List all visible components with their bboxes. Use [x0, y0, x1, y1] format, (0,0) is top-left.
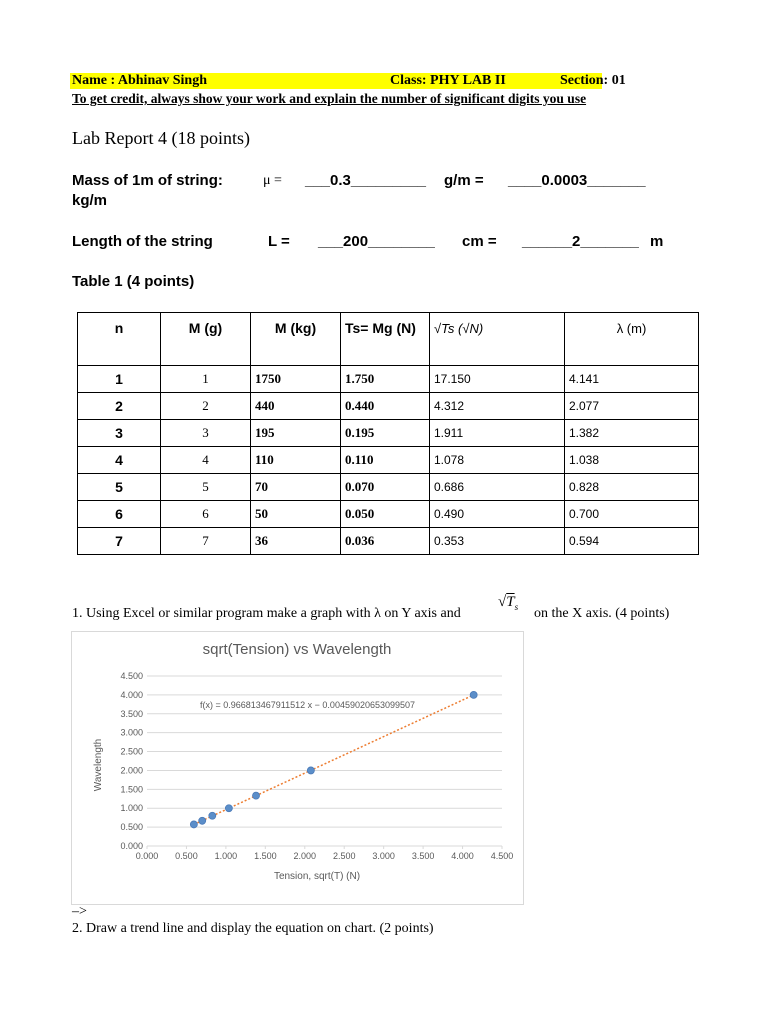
cell-mass-kg: 36	[251, 528, 341, 555]
cell-mass-g: 2	[161, 393, 251, 420]
y-tick-label: 0.500	[120, 822, 143, 833]
y-tick-label: 3.000	[120, 727, 143, 738]
length-label: Length of the string	[72, 233, 213, 250]
header-sqrt-tension: √Ts (√N)	[430, 313, 565, 366]
table-row	[78, 393, 699, 420]
table-row	[78, 366, 699, 393]
mass-value-kgm: ____0.0003_______	[508, 172, 646, 189]
cell-n: 7	[78, 528, 161, 555]
section-label: Section: 01	[560, 73, 626, 88]
y-axis-ticks	[120, 671, 143, 851]
chart-canvas	[72, 632, 523, 904]
question-1-text: 1. Using Excel or similar program make a graph with λ on Y axis and	[72, 606, 461, 621]
mass-value-gm: ___0.3_________	[305, 172, 426, 189]
data-point	[209, 812, 216, 819]
header-bar	[70, 73, 626, 89]
data-point	[225, 805, 232, 812]
y-tick-label: 1.000	[120, 803, 143, 814]
header-n: n	[78, 313, 161, 366]
cell-wavelength: 1.382	[565, 420, 699, 447]
y-tick-label: 2.500	[120, 746, 143, 757]
y-tick-label: 2.000	[120, 765, 143, 776]
chart-title: sqrt(Tension) vs Wavelength	[202, 641, 392, 658]
x-tick-label: 3.000	[372, 851, 395, 861]
cell-wavelength: 1.038	[565, 447, 699, 474]
data-point	[470, 691, 477, 698]
table-row	[78, 528, 699, 555]
length-symbol: L =	[268, 233, 290, 250]
x-tick-label: 3.500	[411, 851, 435, 861]
table-row	[78, 474, 699, 501]
student-name: Name : Abhinav Singh	[72, 73, 207, 88]
data-point	[253, 792, 260, 799]
cell-mass-g: 5	[161, 474, 251, 501]
cell-mass-g: 3	[161, 420, 251, 447]
cell-tension: 0.110	[341, 447, 430, 474]
header-wavelength: λ (m)	[565, 313, 699, 366]
cell-mass-kg: 50	[251, 501, 341, 528]
cell-mass-g: 1	[161, 366, 251, 393]
table-title: Table 1 (4 points)	[72, 273, 195, 290]
question-1-text-end: on the X axis. (4 points)	[534, 606, 670, 621]
mass-unit-kgm: kg/m	[72, 192, 108, 209]
length-value-m: ______2_______	[522, 233, 639, 250]
x-axis-label: Tension, sqrt(T) (N)	[273, 871, 361, 882]
cell-wavelength: 0.700	[565, 501, 699, 528]
cell-n: 2	[78, 393, 161, 420]
length-unit-m: m	[650, 233, 664, 250]
x-tick-label: 0.000	[135, 851, 159, 861]
cell-tension: 0.195	[341, 420, 430, 447]
x-tick-label: 0.500	[175, 851, 198, 861]
x-tick-label: 4.500	[490, 851, 514, 861]
trendline	[194, 695, 474, 825]
length-unit-cm: cm =	[462, 233, 497, 250]
x-axis-ticks	[136, 851, 514, 861]
cell-mass-kg: 440	[251, 393, 341, 420]
x-tick-label: 4.000	[451, 851, 474, 861]
question-2: 2. Draw a trend line and display the equation on chart. (2 points)	[72, 921, 434, 936]
cell-mass-g: 6	[161, 501, 251, 528]
cell-mass-g: 7	[161, 528, 251, 555]
header-mass-kg: M (kg)	[251, 313, 341, 366]
cell-wavelength: 2.077	[565, 393, 699, 420]
page-title: Lab Report 4 (18 points)	[72, 128, 250, 148]
cell-sqrt-tension: 1.078	[430, 447, 565, 474]
cell-tension: 0.050	[341, 501, 430, 528]
data-points	[190, 691, 477, 828]
data-table	[77, 312, 699, 555]
y-tick-label: 4.000	[120, 689, 143, 700]
y-tick-label: 4.500	[120, 671, 143, 681]
data-point	[190, 821, 197, 828]
cell-mass-kg: 195	[251, 420, 341, 447]
cell-mass-kg: 110	[251, 447, 341, 474]
x-tick-label: 2.000	[293, 851, 317, 861]
cell-n: 4	[78, 447, 161, 474]
cell-sqrt-tension: 17.150	[430, 366, 565, 393]
data-point	[199, 817, 206, 824]
cell-sqrt-tension: 0.353	[430, 528, 565, 555]
cell-sqrt-tension: 4.312	[430, 393, 565, 420]
y-tick-label: 1.500	[120, 784, 143, 795]
cell-mass-kg: 1750	[251, 366, 341, 393]
header-tension: Ts= Mg (N)	[341, 313, 430, 366]
class-label: Class: PHY LAB II	[390, 73, 506, 88]
cell-sqrt-tension: 1.911	[430, 420, 565, 447]
cell-mass-g: 4	[161, 447, 251, 474]
arrow-marker: –>	[72, 904, 87, 919]
trendline-path	[194, 695, 474, 825]
cell-sqrt-tension: 0.490	[430, 501, 565, 528]
x-tick-label: 1.500	[254, 851, 277, 861]
x-tick-label: 1.000	[214, 851, 238, 861]
length-value-cm: ___200________	[318, 233, 435, 250]
y-tick-label: 3.500	[120, 708, 143, 719]
scatter-chart	[71, 631, 524, 905]
cell-wavelength: 4.141	[565, 366, 699, 393]
y-axis-label: Wavelength	[93, 738, 104, 792]
data-point	[307, 767, 314, 774]
table-row	[78, 420, 699, 447]
y-tick-label: 0.000	[120, 841, 143, 851]
cell-n: 3	[78, 420, 161, 447]
cell-n: 5	[78, 474, 161, 501]
mu-symbol: μ =	[263, 173, 282, 188]
credit-note: To get credit, always show your work and explain the number of significant digits you use	[72, 91, 587, 106]
cell-wavelength: 0.828	[565, 474, 699, 501]
cell-sqrt-tension: 0.686	[430, 474, 565, 501]
x-tick-label: 2.500	[332, 851, 356, 861]
cell-wavelength: 0.594	[565, 528, 699, 555]
table-row	[78, 501, 699, 528]
trendline-equation: f(x) = 0.966813467911512 x − 0.00459020653099507	[200, 700, 416, 710]
cell-mass-kg: 70	[251, 474, 341, 501]
cell-tension: 1.750	[341, 366, 430, 393]
cell-tension: 0.070	[341, 474, 430, 501]
mass-unit-gm: g/m =	[444, 172, 484, 189]
cell-tension: 0.440	[341, 393, 430, 420]
header-mass-g: M (g)	[161, 313, 251, 366]
table-row	[78, 447, 699, 474]
cell-n: 1	[78, 366, 161, 393]
table-header-row	[78, 313, 699, 366]
cell-n: 6	[78, 501, 161, 528]
sqrt-ts-symbol: $√T_s$	[498, 594, 519, 612]
cell-tension: 0.036	[341, 528, 430, 555]
mass-label: Mass of 1m of string:	[72, 172, 223, 189]
